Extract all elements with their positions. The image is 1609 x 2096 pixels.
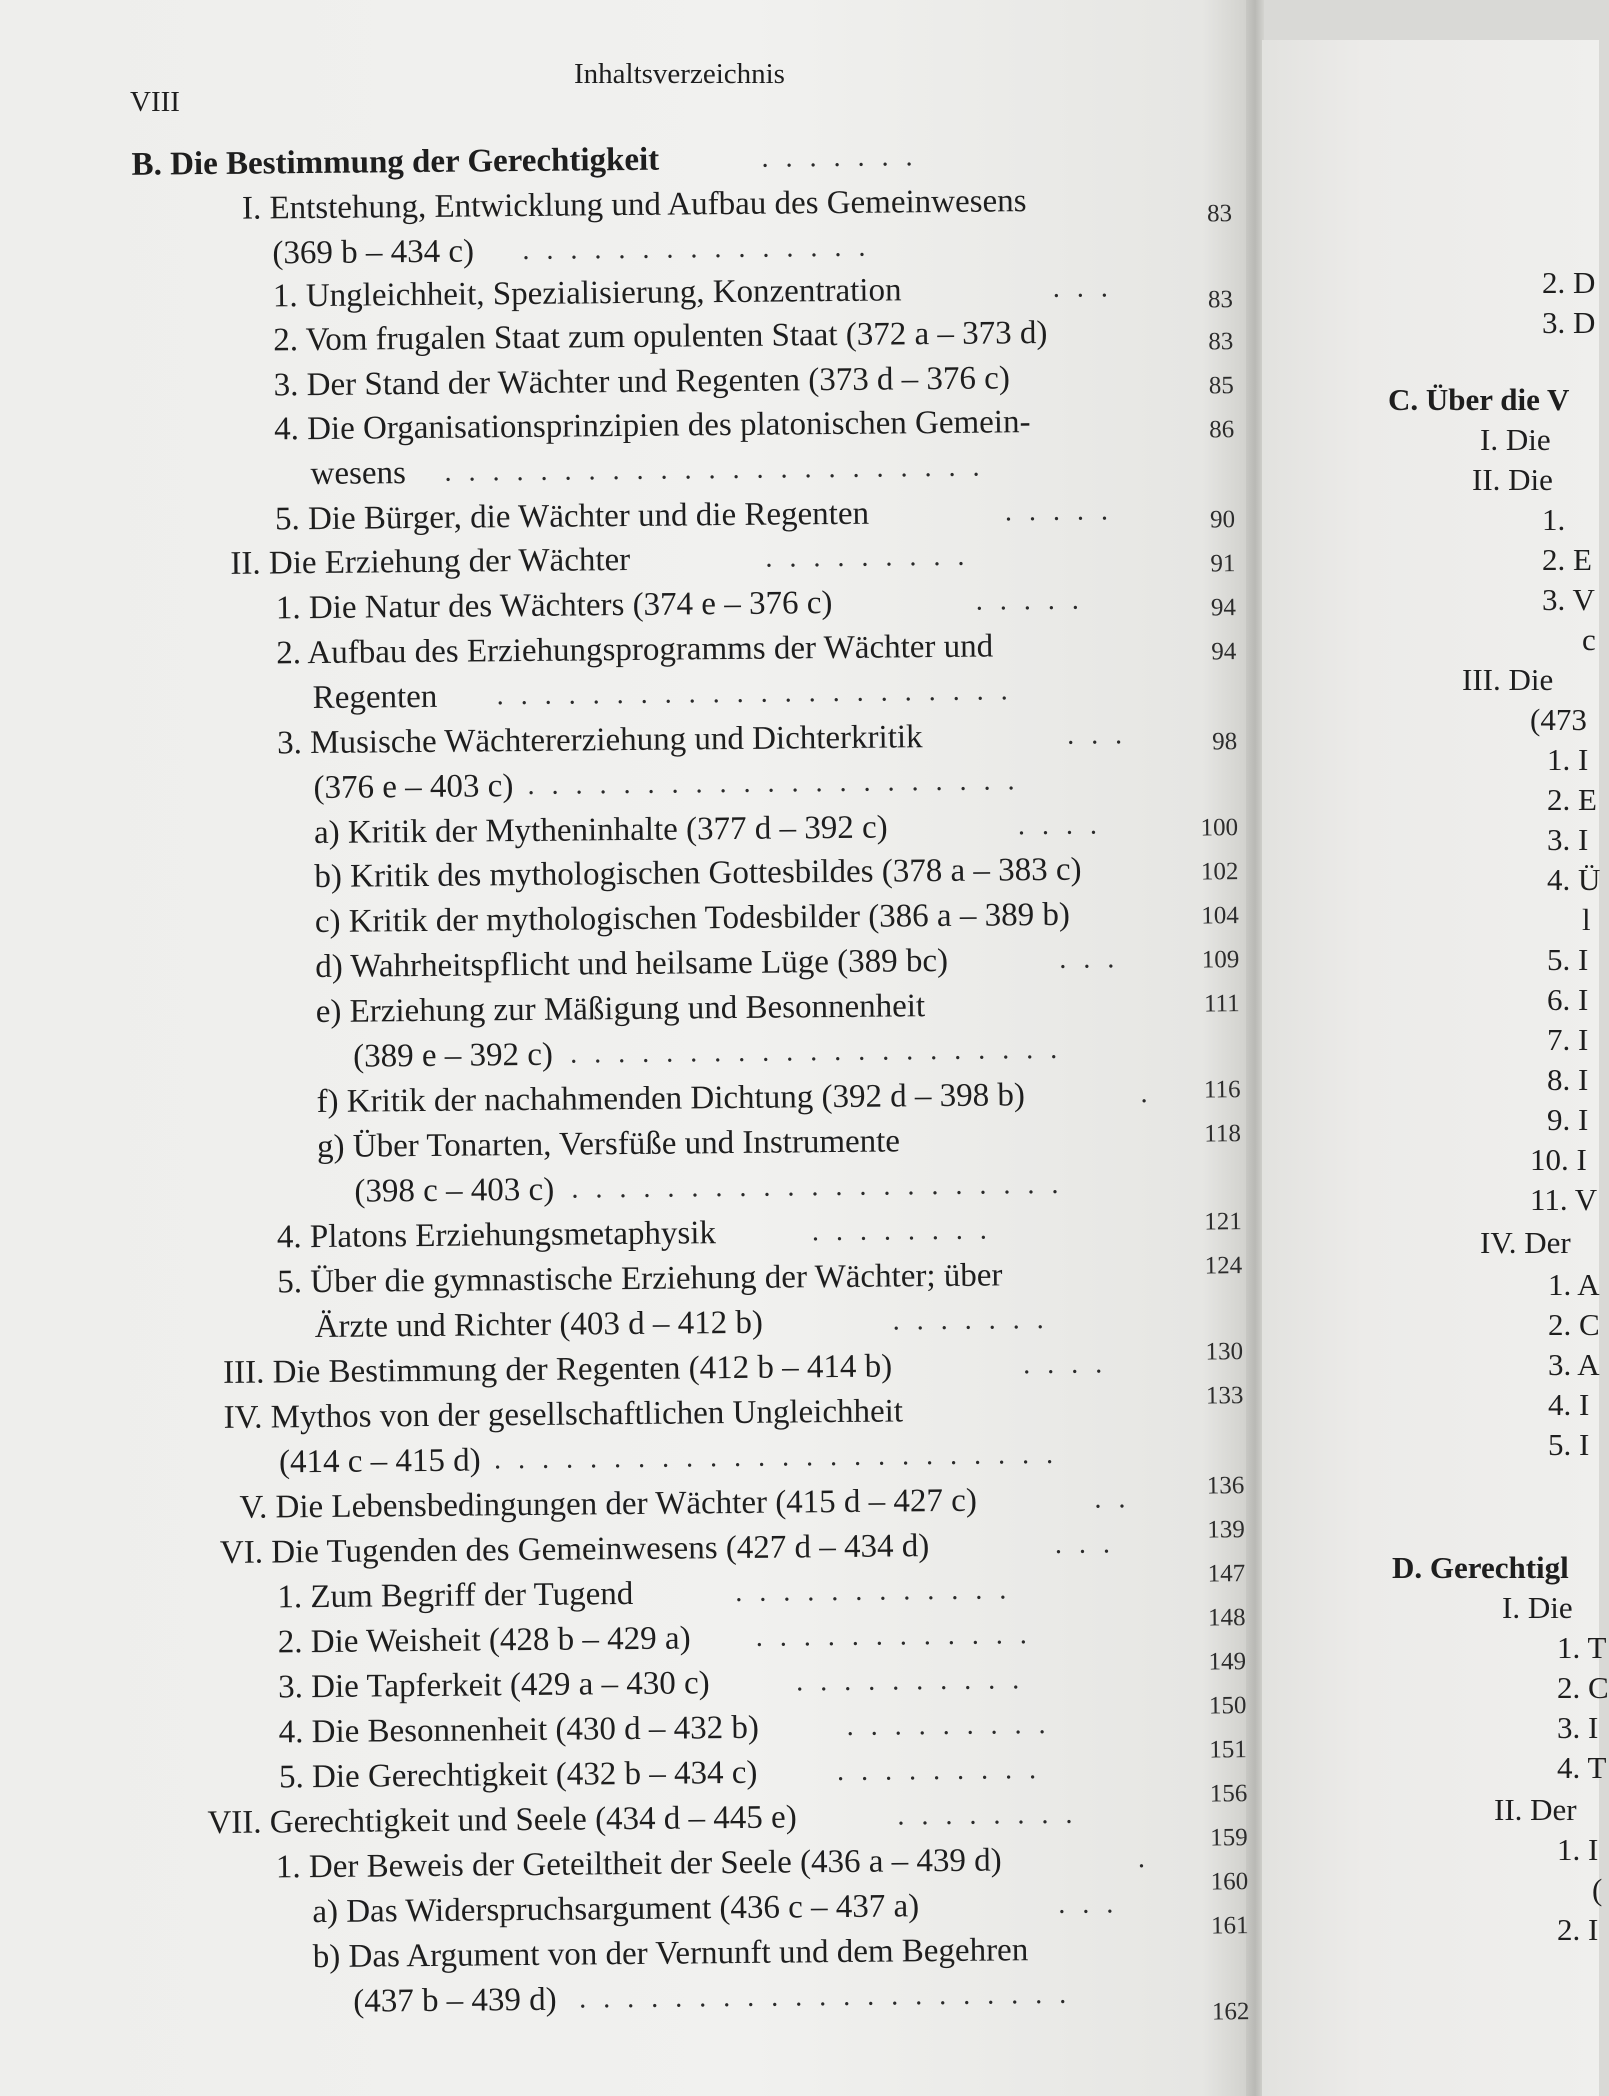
right-page-line: (473 [1530, 702, 1587, 737]
toc-entry: b) Das Argument von der Vernunft und dem Begehren [312, 1932, 1029, 1976]
right-page-line: 4. Ü [1547, 862, 1601, 897]
toc-entry: wesens [310, 455, 407, 493]
toc-entry: 2. Die Weisheit (428 b – 429 a) [277, 1620, 691, 1661]
right-page-line: 7. I [1547, 1022, 1589, 1057]
toc-page: 121 [1204, 1208, 1242, 1236]
toc-entry: 5. Über die gymnastische Erziehung der Wächter; über [277, 1257, 1003, 1301]
page-number: VIII [130, 86, 180, 118]
right-page-line: 2. C [1548, 1307, 1600, 1342]
leader-dots: ........ [897, 1798, 1090, 1832]
leader-dots: ............... [522, 231, 883, 266]
right-page-line: 9. I [1547, 1102, 1589, 1137]
right-page-line: 1. I [1557, 1832, 1599, 1867]
right-page-line: I. Die [1502, 1590, 1573, 1625]
right-page-line: c [1582, 622, 1596, 657]
toc-page: 94 [1211, 638, 1237, 666]
leader-dots: ... [1054, 1528, 1128, 1560]
leader-dots: . [1140, 1077, 1165, 1110]
toc-entry: a) Kritik der Mytheninhalte (377 d – 392 c) [313, 809, 888, 852]
leader-dots: .......... [796, 1664, 1037, 1698]
leader-dots: ... [1052, 272, 1125, 304]
leader-dots: ..... [975, 584, 1096, 617]
right-page-line: 1. T [1557, 1630, 1607, 1665]
leader-dots: ......... [846, 1708, 1063, 1742]
toc-page: 124 [1204, 1252, 1243, 1280]
toc-entry: b) Kritik des mythologischen Gottesbildes (378 a – 383 c) [314, 851, 1082, 896]
right-page-line: 5. I [1547, 942, 1589, 977]
leader-dots: .... [1017, 809, 1115, 842]
leader-dots: ... [1066, 719, 1140, 751]
toc-page: 136 [1206, 1472, 1245, 1500]
right-page-line: IV. Der [1480, 1225, 1571, 1260]
right-page-line: 2. E [1547, 782, 1597, 817]
toc-entry: 1. Die Natur des Wächters (374 e – 376 c) [275, 585, 833, 627]
right-page-line: III. Die [1462, 662, 1554, 697]
leader-dots: .. [1094, 1483, 1143, 1515]
right-page-line: 1. [1542, 502, 1566, 537]
toc-page: 147 [1207, 1560, 1246, 1588]
toc-page: 86 [1209, 416, 1235, 444]
toc-entry: B. Die Bestimmung der Gerechtigkeit [131, 141, 660, 183]
toc-page: 83 [1207, 286, 1234, 314]
toc-page: 130 [1205, 1338, 1244, 1366]
toc-page: 148 [1207, 1604, 1246, 1632]
toc-entry: Regenten [312, 678, 438, 717]
leader-dots: ........................ [493, 1438, 1071, 1476]
leader-dots: .... [1022, 1348, 1120, 1381]
toc-entry: 4. Platons Erziehungsmetaphysik [276, 1215, 717, 1256]
toc-page: 149 [1208, 1648, 1247, 1676]
leader-dots: ............ [735, 1574, 1024, 1609]
leader-dots: ....... [761, 141, 930, 174]
toc-entry: V. Die Lebensbedingungen der Wächter (415 d – 427 c) [239, 1482, 978, 1526]
toc-entry: (398 c – 403 c) [354, 1171, 555, 1210]
right-page-line: D. Gerechtigl [1392, 1550, 1569, 1585]
leader-dots: ........ [811, 1214, 1005, 1248]
toc-entry: e) Erziehung zur Mäßigung und Besonnenheit [315, 988, 926, 1031]
toc-entry: (376 e – 403 c) [313, 768, 514, 807]
right-page-line: 3. D [1542, 305, 1596, 340]
toc-entry: 5. Die Gerechtigkeit (432 b – 434 c) [278, 1754, 758, 1796]
leader-dots: . [1137, 1842, 1163, 1875]
toc-page: 133 [1205, 1382, 1244, 1410]
running-title: Inhaltsverzeichnis [574, 58, 785, 90]
toc-page: 85 [1208, 372, 1234, 400]
leader-dots: ... [1059, 943, 1132, 975]
right-page-line: l [1582, 902, 1591, 937]
toc-entry: 4. Die Besonnenheit (430 d – 432 b) [278, 1709, 760, 1751]
right-page-line: II. Der [1494, 1792, 1577, 1827]
toc-entry: 3. Der Stand der Wächter und Regenten (373 d – 376 c) [273, 360, 1011, 404]
leader-dots: ...................... [496, 675, 1025, 712]
toc-page: 100 [1200, 814, 1239, 842]
toc-entry: 1. Ungleichheit, Spezialisierung, Konzentration [272, 272, 902, 315]
toc-entry: a) Das Widerspruchsargument (436 c – 437 a) [312, 1888, 920, 1931]
right-page-line: 3. I [1557, 1710, 1599, 1745]
right-page [1262, 40, 1609, 2096]
leader-dots: ..................... [579, 1978, 1084, 2015]
toc-page: 83 [1208, 328, 1234, 356]
toc-entry: 1. Zum Begriff der Tugend [277, 1575, 634, 1616]
toc-page: 102 [1200, 858, 1239, 886]
right-page-line: 2. E [1542, 542, 1592, 577]
leader-dots: ..................... [571, 1168, 1076, 1205]
right-page-line: 2. I [1557, 1912, 1599, 1947]
toc-page: 151 [1209, 1736, 1247, 1764]
leader-dots: ............ [755, 1619, 1044, 1653]
toc-entry: 2. Aufbau des Erziehungsprogramms der Wächter und [276, 628, 994, 672]
right-page-line: 11. V [1530, 1182, 1598, 1217]
right-page-line: 2. D [1542, 265, 1596, 300]
leader-dots: ... [1058, 1888, 1131, 1920]
right-page-line: 10. I [1530, 1142, 1587, 1177]
toc-page: 90 [1209, 506, 1236, 534]
toc-entry: 5. Die Bürger, die Wächter und die Regenten [274, 495, 870, 538]
right-page-line: 3. I [1547, 822, 1589, 857]
right-page-line: 6. I [1547, 982, 1589, 1017]
toc-entry: I. Entstehung, Entwicklung und Aufbau des Gemeinwesens [241, 183, 1027, 227]
toc-entry: VI. Die Tugenden des Gemeinwesens (427 d – 434 d) [219, 1528, 930, 1571]
right-page-line: 1. I [1547, 742, 1589, 777]
leader-dots: ..... [1004, 495, 1126, 528]
right-page-line: 1. A [1548, 1267, 1600, 1302]
toc-entry: (437 b – 439 d) [353, 1981, 557, 2020]
right-page-line: 4. T [1557, 1750, 1607, 1785]
leader-dots: ......... [836, 1753, 1054, 1788]
toc-page: 116 [1203, 1076, 1241, 1104]
toc-page: 111 [1203, 990, 1240, 1018]
toc-entry: 2. Vom frugalen Staat zum opulenten Staat (372 a – 373 d) [273, 314, 1048, 359]
toc-page: 104 [1201, 902, 1239, 930]
toc-page: 109 [1201, 946, 1240, 974]
right-page-line: I. Die [1480, 422, 1551, 457]
right-page-line: C. Über die V [1388, 382, 1570, 417]
leader-dots: ..................... [527, 765, 1032, 801]
right-page-line: ( [1592, 1872, 1603, 1907]
toc-entry: Ärzte und Richter (403 d – 412 b) [314, 1304, 764, 1346]
toc-entry: II. Die Erziehung der Wächter [230, 541, 631, 582]
right-page-line: II. Die [1472, 462, 1553, 497]
toc-page: 139 [1207, 1516, 1245, 1544]
leader-dots: ..................... [569, 1033, 1075, 1070]
toc-entry: (414 c – 415 d) [278, 1442, 481, 1481]
toc-entry: (369 b – 434 c) [272, 233, 475, 272]
right-page-line: 8. I [1547, 1062, 1589, 1097]
toc-entry: 3. Musische Wächtererziehung und Dichterkritik [276, 719, 923, 762]
toc-entry: 4. Die Organisationsprinzipien des platonischen Gemein- [273, 404, 1031, 448]
toc-entry: 3. Die Tapferkeit (429 a – 430 c) [278, 1665, 710, 1706]
right-page-line: 3. V [1542, 582, 1595, 617]
toc-page: 94 [1210, 594, 1237, 622]
toc-page: 83 [1206, 200, 1233, 228]
leader-dots: ......... [765, 540, 982, 574]
toc-entry: IV. Mythos von der gesellschaftlichen Ungleichheit [223, 1393, 904, 1436]
right-page-line: 4. I [1548, 1387, 1590, 1422]
toc-page: 161 [1210, 1912, 1249, 1940]
toc-entry: III. Die Bestimmung der Regenten (412 b – 414 b) [223, 1348, 893, 1391]
toc-entry: 1. Der Beweis der Geteiltheit der Seele (436 a – 439 d) [275, 1842, 1002, 1886]
toc-entry: d) Wahrheitspflicht und heilsame Lüge (389 bc) [315, 942, 949, 986]
toc-entry: g) Über Tonarten, Versfüße und Instrumente [316, 1123, 901, 1166]
leader-dots: ....... [892, 1303, 1061, 1337]
toc-page: 150 [1208, 1692, 1247, 1720]
toc-page: 160 [1210, 1868, 1249, 1896]
right-page-line: 5. I [1548, 1427, 1590, 1462]
toc-page: 91 [1210, 550, 1236, 578]
toc-page: 156 [1209, 1780, 1248, 1808]
right-page-line: 3. A [1548, 1347, 1600, 1382]
right-page-line: 2. C [1557, 1670, 1609, 1705]
toc-entry: VII. Gerechtigkeit und Seele (434 d – 445 e) [207, 1799, 797, 1842]
toc-entry: (389 e – 392 c) [352, 1036, 554, 1075]
leader-dots: ....................... [444, 451, 997, 488]
toc-page: 118 [1204, 1120, 1242, 1148]
toc-page: 162 [1211, 1998, 1250, 2026]
toc-entry: f) Kritik der nachahmenden Dichtung (392 d – 398 b) [316, 1077, 1026, 1121]
toc-page: 98 [1212, 728, 1238, 756]
toc-page: 159 [1210, 1824, 1248, 1852]
toc-entry: c) Kritik der mythologischen Todesbilder (386 a – 389 b) [314, 896, 1071, 941]
